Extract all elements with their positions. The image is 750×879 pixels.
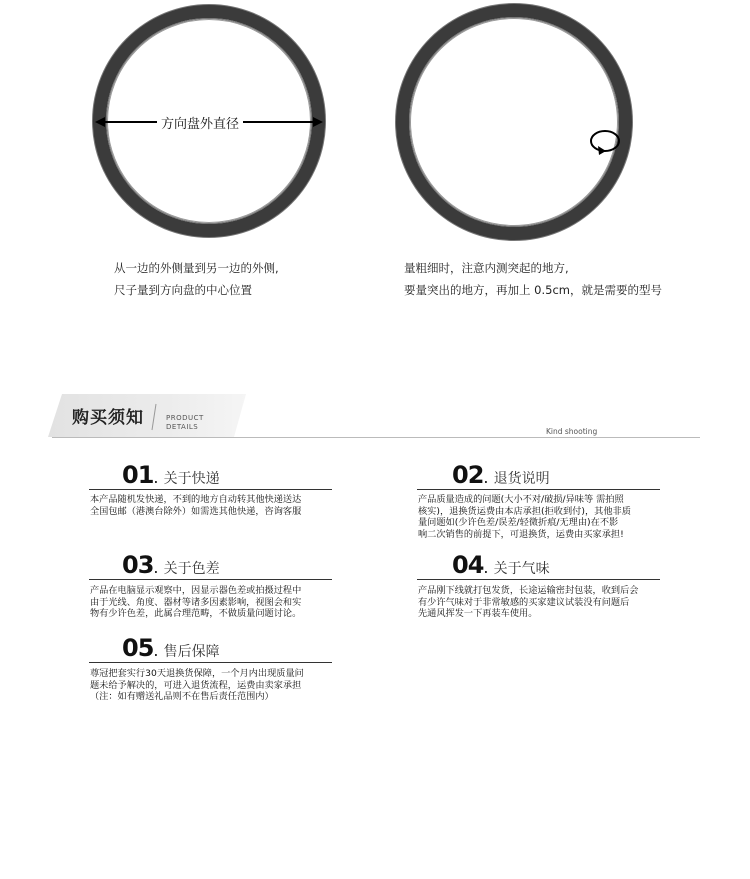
section-dot: . [153,641,164,660]
section-03-rule [89,579,332,580]
section-dot: . [153,558,164,577]
section-number: 05 [122,634,154,662]
caption-right-line-1: 量粗细时，注意内测突起的地方, [404,261,569,275]
purchase-notice-title: 购买须知 [72,408,144,428]
section-dot: . [483,558,494,577]
header-subtitle-line-2: DETAILS [166,423,199,431]
section-02-text: 产品质量造成的问题(大小不对/破损/异味等 需拍照 核实)，退换货运费由本店承担(拒收到付)，其他非质 量问题如(少许色差/误差/轻微折痕/无理由)在不影 响二次销售的前提下，可退换货，运费由买家承担! [418,494,631,540]
caption-right [404,257,662,301]
section-title: 关于快递 [163,471,220,487]
section-number: 02 [452,461,484,489]
section-dot: . [483,468,494,487]
header-divider [52,437,700,438]
section-title: 售后保障 [163,644,220,660]
section-04-heading [452,551,550,579]
section-02-rule [417,489,660,490]
kind-shooting-label: Kind shooting [546,427,598,436]
section-01-heading [122,461,220,489]
section-title: 关于色差 [163,561,220,577]
diameter-label: 方向盘外直径 [157,113,243,132]
caption-right-line-2: 要量突出的地方，再加上 0.5cm，就是需要的型号 [404,283,662,297]
section-dot: . [153,468,164,487]
section-title: 退货说明 [493,471,550,487]
section-05-rule [89,662,332,663]
section-03-text: 产品在电脑显示观察中，因显示器色差或拍摄过程中 由于光线、角度、器材等诸多因素影响，视图会和实 物有少许色差，此属合理范畴，不做质量问题讨论。 [90,585,302,619]
ring-inner-edge-right [410,18,618,226]
caption-left-line-2: 尺子量到方向盘的中心位置 [114,283,252,297]
caption-left-line-1: 从一边的外侧量到另一边的外侧, [114,261,279,275]
section-title: 关于气味 [493,561,550,577]
section-05-text: 尊冠把套实行30天退换货保障，一个月内出现质量问 题未给予解决的，可进入退货流程，运费由卖家承担 （注：如有赠送礼品则不在售后责任范围内） [90,668,304,702]
section-04-rule [417,579,660,580]
section-number: 01 [122,461,154,489]
header-subtitle-line-1: PRODUCT [166,414,204,422]
section-number: 03 [122,551,154,579]
section-04-text: 产品刚下线就打包发货，长途运输密封包装，收到后会 有少许气味对于非常敏感的买家建议试装没有问题后 先通风挥发一下再装车使用。 [418,585,639,619]
caption-left [114,257,279,301]
header-subtitle [166,414,204,432]
section-number: 04 [452,551,484,579]
section-01-rule [89,489,332,490]
section-01-text: 本产品随机发快递，不到的地方自动转其他快递送达 全国包邮（港澳台除外）如需选其他快递，咨询客服 [90,494,302,517]
thickness-measure-icon [585,126,625,158]
section-03-heading [122,551,220,579]
section-02-heading [452,461,550,489]
section-05-heading [122,634,220,662]
